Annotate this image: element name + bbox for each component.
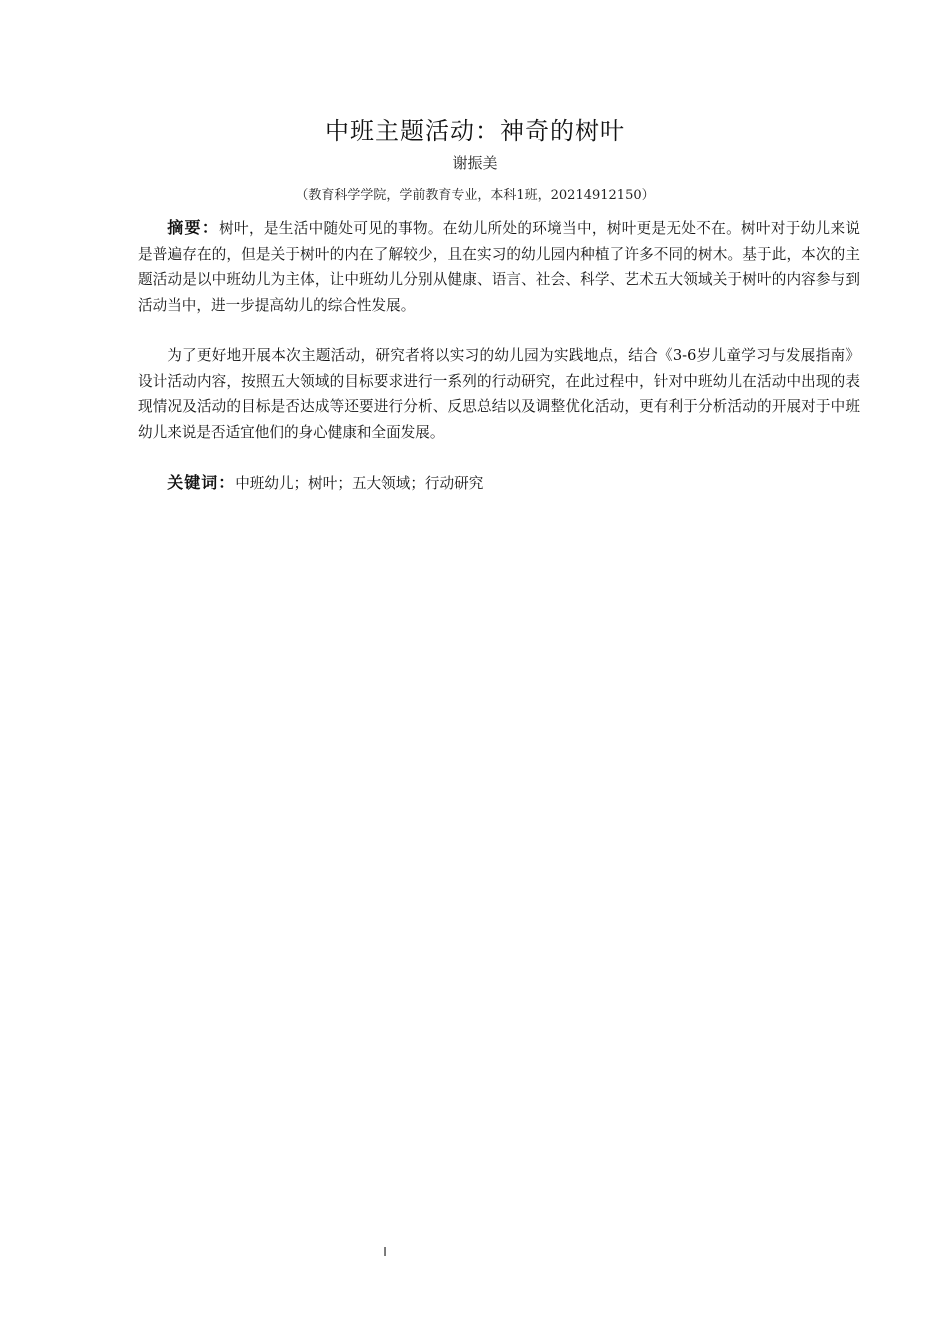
page-number: I — [383, 1245, 387, 1259]
abstract-text: 树叶，是生活中随处可见的事物。在幼儿所处的环境当中，树叶更是无处不在。树叶对于幼儿来说是普遍存在的，但是关于树叶的内在了解较少，且在实习的幼儿园内种植了许多不同的树木。基于此，本次的主题活动是以中班幼儿为主体，让中班幼儿分别从健康、语言、社会、科学、艺术五大领域关于树叶的内容参与到活动当中，进一步提高幼儿的综合性发展。 — [138, 220, 860, 314]
document-title: 中班主题活动：神奇的树叶 — [325, 117, 625, 145]
abstract-label: 摘要： — [167, 218, 220, 237]
abstract-paragraph — [138, 215, 860, 318]
author-name: 谢振美 — [452, 154, 498, 172]
abstract-paragraph-2: 为了更好地开展本次主题活动，研究者将以实习的幼儿园为实践地点，结合《3-6岁儿童学习与发展指南》设计活动内容，按照五大领域的目标要求进行一系列的行动研究，在此过程中，针对中班幼儿在活动中出现的表现情况及活动的目标是否达成等还要进行分析、反思总结以及调整优化活动，更有利于分析活动的开展对于中班幼儿来说是否适宜他们的身心健康和全面发展。 — [138, 347, 860, 441]
keywords-label: 关键词： — [167, 473, 236, 492]
author-affiliation: （教育科学学院，学前教育专业，本科1班，20214912150） — [295, 188, 655, 203]
keywords-text: 中班幼儿；树叶；五大领域；行动研究 — [235, 475, 484, 492]
keywords-line — [138, 470, 860, 496]
